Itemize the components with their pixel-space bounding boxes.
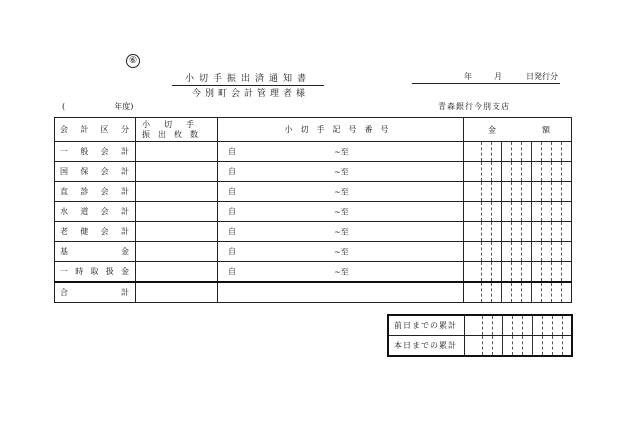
digit-separator [502, 336, 503, 355]
digit-separator [561, 242, 562, 261]
recipient-line: 今別町会計管理者様 [192, 89, 310, 99]
digit-separator [481, 222, 482, 241]
row-amount-cell[interactable] [464, 242, 572, 262]
row-check-range[interactable] [218, 162, 464, 182]
digit-separator [502, 316, 503, 335]
cumulative-label: 前日までの累計 [388, 315, 464, 336]
digit-separator [552, 336, 553, 355]
digit-separator [521, 142, 522, 161]
digit-separator [561, 162, 562, 181]
total-amount-cell[interactable] [464, 282, 572, 303]
row-amount-cell[interactable] [464, 222, 572, 242]
range-to-label: ~至 [334, 147, 349, 156]
digit-separator [501, 202, 502, 221]
digit-separator [482, 316, 483, 335]
cumulative-row [388, 336, 572, 357]
range-to-label: ~至 [334, 167, 349, 176]
digit-separator [531, 182, 532, 201]
issue-year-label: 年 [464, 72, 472, 81]
range-from-label: 自 [228, 207, 236, 216]
row-check-range[interactable] [218, 262, 464, 283]
digit-separator [521, 182, 522, 201]
digit-separator [501, 182, 502, 201]
digit-separator [551, 242, 552, 261]
digit-separator [541, 182, 542, 201]
issue-date-line [412, 71, 560, 84]
digit-separator [561, 283, 562, 302]
digit-separator [541, 283, 542, 302]
row-category: 老健会計 [55, 222, 136, 242]
issue-month-label: 月 [494, 72, 502, 81]
digit-separator [552, 316, 553, 335]
table-header-row [55, 118, 572, 142]
digit-separator [491, 262, 492, 281]
row-amount-cell[interactable] [464, 142, 572, 162]
digit-separator [481, 283, 482, 302]
row-count-cell[interactable] [136, 202, 218, 222]
digit-separator [541, 142, 542, 161]
check-issuance-table [54, 117, 572, 303]
digit-separator [501, 222, 502, 241]
table-row [55, 222, 572, 242]
digit-separator [551, 162, 552, 181]
range-to-label: ~至 [334, 187, 349, 196]
header-amount-left: 金 [488, 125, 496, 134]
cumulative-table [387, 314, 573, 357]
cumulative-amount-cell[interactable] [464, 315, 572, 336]
fiscal-year [62, 101, 133, 112]
row-check-range[interactable] [218, 202, 464, 222]
row-category: 直診会計 [55, 182, 136, 202]
digit-separator [532, 336, 533, 355]
digit-separator [521, 242, 522, 261]
digit-separator [561, 202, 562, 221]
row-count-cell[interactable] [136, 242, 218, 262]
digit-separator [482, 336, 483, 355]
digit-separator [521, 202, 522, 221]
cumulative-label: 本日までの累計 [388, 336, 464, 357]
digit-separator [501, 162, 502, 181]
digit-separator [562, 336, 563, 355]
digit-separator [492, 336, 493, 355]
row-count-cell[interactable] [136, 142, 218, 162]
range-to-label: ~至 [334, 247, 349, 256]
digit-separator [531, 142, 532, 161]
digit-separator [551, 283, 552, 302]
fiscal-year-label: 年度) [114, 102, 134, 111]
digit-separator [481, 162, 482, 181]
range-from-label: 自 [228, 147, 236, 156]
range-to-label: ~至 [334, 227, 349, 236]
digit-separator [561, 142, 562, 161]
table-row [55, 242, 572, 262]
digit-separator [481, 182, 482, 201]
digit-separator [561, 222, 562, 241]
digit-separator [481, 262, 482, 281]
total-row [55, 282, 572, 303]
digit-separator [542, 336, 543, 355]
digit-separator [521, 162, 522, 181]
digit-separator [551, 142, 552, 161]
digit-separator [531, 242, 532, 261]
digit-separator [551, 182, 552, 201]
form-title: 小切手振出済通知書 [172, 71, 324, 86]
row-check-range[interactable] [218, 182, 464, 202]
table-row [55, 202, 572, 222]
issue-day-label: 日発行分 [526, 72, 558, 81]
row-category: 一時取扱金 [55, 262, 136, 283]
row-category: 基金 [55, 242, 136, 262]
digit-separator [541, 222, 542, 241]
digit-separator [501, 262, 502, 281]
total-number-cell[interactable] [218, 282, 464, 303]
header-category: 会 計 区 分 [55, 118, 136, 142]
row-count-cell[interactable] [136, 262, 218, 283]
digit-separator [511, 162, 512, 181]
digit-separator [512, 316, 513, 335]
range-from-label: 自 [228, 187, 236, 196]
digit-separator [541, 262, 542, 281]
row-category: 国保会計 [55, 162, 136, 182]
digit-separator [521, 262, 522, 281]
digit-separator [551, 202, 552, 221]
digit-separator [511, 202, 512, 221]
range-from-label: 自 [228, 267, 236, 276]
digit-separator [551, 262, 552, 281]
header-count-line2: 振出枚数 [142, 129, 206, 139]
range-to-label: ~至 [334, 267, 349, 276]
header-amount [464, 118, 572, 142]
digit-separator [531, 162, 532, 181]
table-row [55, 142, 572, 162]
digit-separator [511, 222, 512, 241]
digit-separator [532, 316, 533, 335]
table-row [55, 262, 572, 283]
header-check-number: 小切手記号番号 [218, 118, 464, 142]
digit-separator [531, 202, 532, 221]
digit-separator [551, 222, 552, 241]
digit-separator [512, 336, 513, 355]
digit-separator [492, 316, 493, 335]
digit-separator [511, 262, 512, 281]
header-amount-right: 額 [542, 125, 550, 134]
range-to-label: ~至 [334, 207, 349, 216]
digit-separator [562, 316, 563, 335]
digit-separator [491, 182, 492, 201]
digit-separator [501, 142, 502, 161]
bank-name: 青森銀行今別支店 [438, 102, 510, 111]
digit-separator [542, 316, 543, 335]
digit-separator [501, 283, 502, 302]
digit-separator [511, 142, 512, 161]
header-count [136, 118, 218, 142]
cumulative-row [388, 315, 572, 336]
row-amount-cell[interactable] [464, 202, 572, 222]
row-check-range[interactable] [218, 222, 464, 242]
digit-separator [561, 182, 562, 201]
digit-separator [511, 242, 512, 261]
range-from-label: 自 [228, 227, 236, 236]
row-count-cell[interactable] [136, 222, 218, 242]
row-category: 一般会計 [55, 142, 136, 162]
digit-separator [481, 242, 482, 261]
digit-separator [531, 262, 532, 281]
digit-separator [491, 242, 492, 261]
digit-separator [491, 162, 492, 181]
header-count-line1: 小切手 [142, 119, 208, 129]
table-row [55, 162, 572, 182]
row-count-cell[interactable] [136, 162, 218, 182]
row-category: 水道会計 [55, 202, 136, 222]
total-count-cell[interactable] [136, 282, 218, 303]
fiscal-year-open: ( [62, 102, 66, 111]
digit-separator [561, 262, 562, 281]
row-check-range[interactable] [218, 142, 464, 162]
digit-separator [511, 283, 512, 302]
range-from-label: 自 [228, 167, 236, 176]
total-label: 合計 [55, 282, 136, 303]
digit-separator [491, 222, 492, 241]
digit-separator [541, 242, 542, 261]
digit-separator [541, 202, 542, 221]
digit-separator [521, 283, 522, 302]
range-from-label: 自 [228, 247, 236, 256]
digit-separator [481, 142, 482, 161]
digit-separator [481, 202, 482, 221]
form-number-badge: ⑥ [126, 54, 140, 68]
digit-separator [521, 222, 522, 241]
row-count-cell[interactable] [136, 182, 218, 202]
digit-separator [522, 316, 523, 335]
row-amount-cell[interactable] [464, 262, 572, 283]
row-amount-cell[interactable] [464, 182, 572, 202]
row-check-range[interactable] [218, 242, 464, 262]
digit-separator [501, 242, 502, 261]
row-amount-cell[interactable] [464, 162, 572, 182]
digit-separator [491, 142, 492, 161]
digit-separator [522, 336, 523, 355]
digit-separator [541, 162, 542, 181]
digit-separator [531, 283, 532, 302]
digit-separator [491, 283, 492, 302]
cumulative-amount-cell[interactable] [464, 336, 572, 357]
table-row [55, 182, 572, 202]
digit-separator [511, 182, 512, 201]
digit-separator [531, 222, 532, 241]
digit-separator [491, 202, 492, 221]
